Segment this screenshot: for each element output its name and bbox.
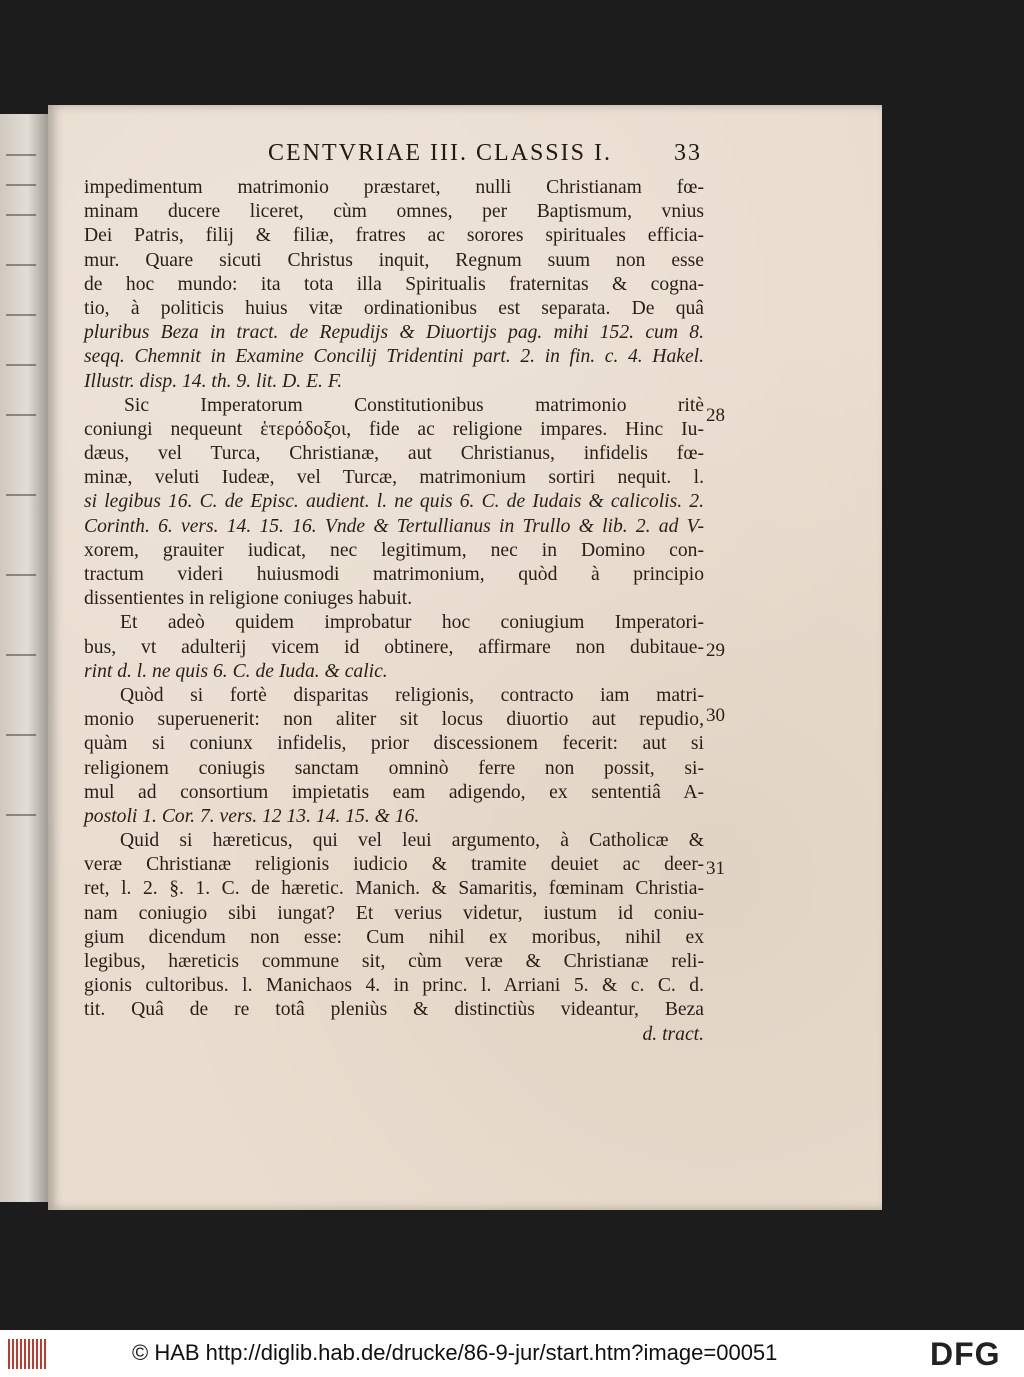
text-line: tractum videri huiusmodi matrimonium, quòd à principio [84,564,704,585]
text-line: tit. Quâ de re totâ pleniùs & distinctiùs videantur, Beza [84,999,704,1021]
margin-number: 29 [706,640,725,661]
running-header [180,140,700,170]
text-line: legibus, hæreticis commune sit, cùm veræ & Christianæ reli- [84,951,704,972]
text-line: Quòd si fortè disparitas religionis, contracto iam matri- [120,684,704,706]
text-line: veræ Christianæ religionis iudicio & tramite deuiet ac deer- [84,854,704,876]
text-line: gionis cultoribus. l. Manichaos 4. in princ. l. Arriani 5. & c. C. d. [84,975,704,997]
text-line: seqq. Chemnit in Examine Concilij Tridentini part. 2. in fin. c. 4. Hakel. [84,346,704,368]
barcode-icon [8,1339,48,1369]
text-line: mur. Quare sicuti Christus inquit, Regnum suum non esse [84,249,704,271]
text-line: pluribus Beza in tract. de Repudijs & Diuortijs pag. mihi 152. cum 8. [84,322,704,344]
text-line: Corinth. 6. vers. 14. 15. 16. Vnde & Tertullianus in Trullo & lib. 2. ad V- [84,515,704,537]
running-header-text: CENTVRIAE III. CLASSIS I. [268,140,612,166]
text-line: tio, à politicis huius vitæ ordinationibus est separata. De quâ [84,297,704,319]
margin-number: 31 [706,858,725,879]
text-line: Quid si hæreticus, qui vel leui argumento, à Catholicæ & [120,830,704,852]
text-line: ret, l. 2. §. 1. C. de hæretic. Manich. & Samaritis, fœminam Christia- [84,878,704,900]
text-line: Et adeò quidem improbatur hoc coniugium Imperatori- [120,612,704,634]
text-line: quàm si coniunx infidelis, prior discessionem fecerit: aut si [84,733,704,755]
text-line: minam ducere liceret, cùm omnes, per Baptismum, vnius [84,201,704,223]
text-line: Sic Imperatorum Constitutionibus matrimonio ritè [124,394,704,416]
previous-page-edge [0,114,50,1202]
text-line: si legibus 16. C. de Episc. audient. l. ne quis 6. C. de Iudais & calicolis. 2. [84,491,704,513]
text-line: dæus, vel Turca, Christianæ, aut Christianus, infidelis fœ- [84,443,704,465]
text-line: bus, vt adulterij vicem id obtinere, affirmare non dubitaue- [84,636,704,658]
text-line: Dei Patris, filij & filiæ, fratres ac sorores spirituales efficia- [84,225,704,247]
text-line: impedimentum matrimonio præstaret, nulli Christianam fœ- [84,177,704,198]
margin-number: 30 [706,705,725,726]
text-line: gium dicendum non esse: Cum nihil ex moribus, nihil ex [84,926,704,948]
text-line: monio superuenerit: non aliter sit locus diuortio aut repudio, [84,709,704,731]
text-line: mul ad consortium impietatis eam adigendo, ex sententiâ A- [84,781,704,803]
page-mark: 33 [674,140,702,166]
text-line: xorem, grauiter iudicat, nec legitimum, nec in Domino con- [84,539,704,561]
margin-number: 28 [706,405,725,426]
text-line: nam coniugio sibi iungat? Et verius videtur, iustum id coniu- [84,902,704,924]
footer-bar [0,1330,1024,1377]
text-line: religionem coniugis sanctam omninò ferre non possit, si- [84,757,704,779]
text-line: coniungi nequeunt ἑτερόδοξοι, fide ac religione impares. Hinc Iu- [84,418,704,440]
text-line: de hoc mundo: ita tota illa Spiritualis fraternitas & cogna- [84,273,704,295]
dfg-logo: DFG [930,1336,1001,1372]
text-line: rint d. l. ne quis 6. C. de Iuda. & calic. [84,660,388,682]
text-line: minæ, veluti Iudeæ, vel Turcæ, matrimonium sortiri nequit. l. [84,467,704,489]
text-line: dissentientes in religione coniuges habuit. [84,588,413,610]
text-line: Illustr. disp. 14. th. 9. lit. D. E. F. [84,370,343,392]
body-text [84,176,704,1047]
text-line: postoli 1. Cor. 7. vers. 12 13. 14. 15. & 16. [84,805,420,827]
source-credit[interactable]: © HAB http://diglib.hab.de/drucke/86-9-jur/start.htm?image=00051 [132,1340,778,1365]
text-line: d. tract. [642,1023,704,1045]
